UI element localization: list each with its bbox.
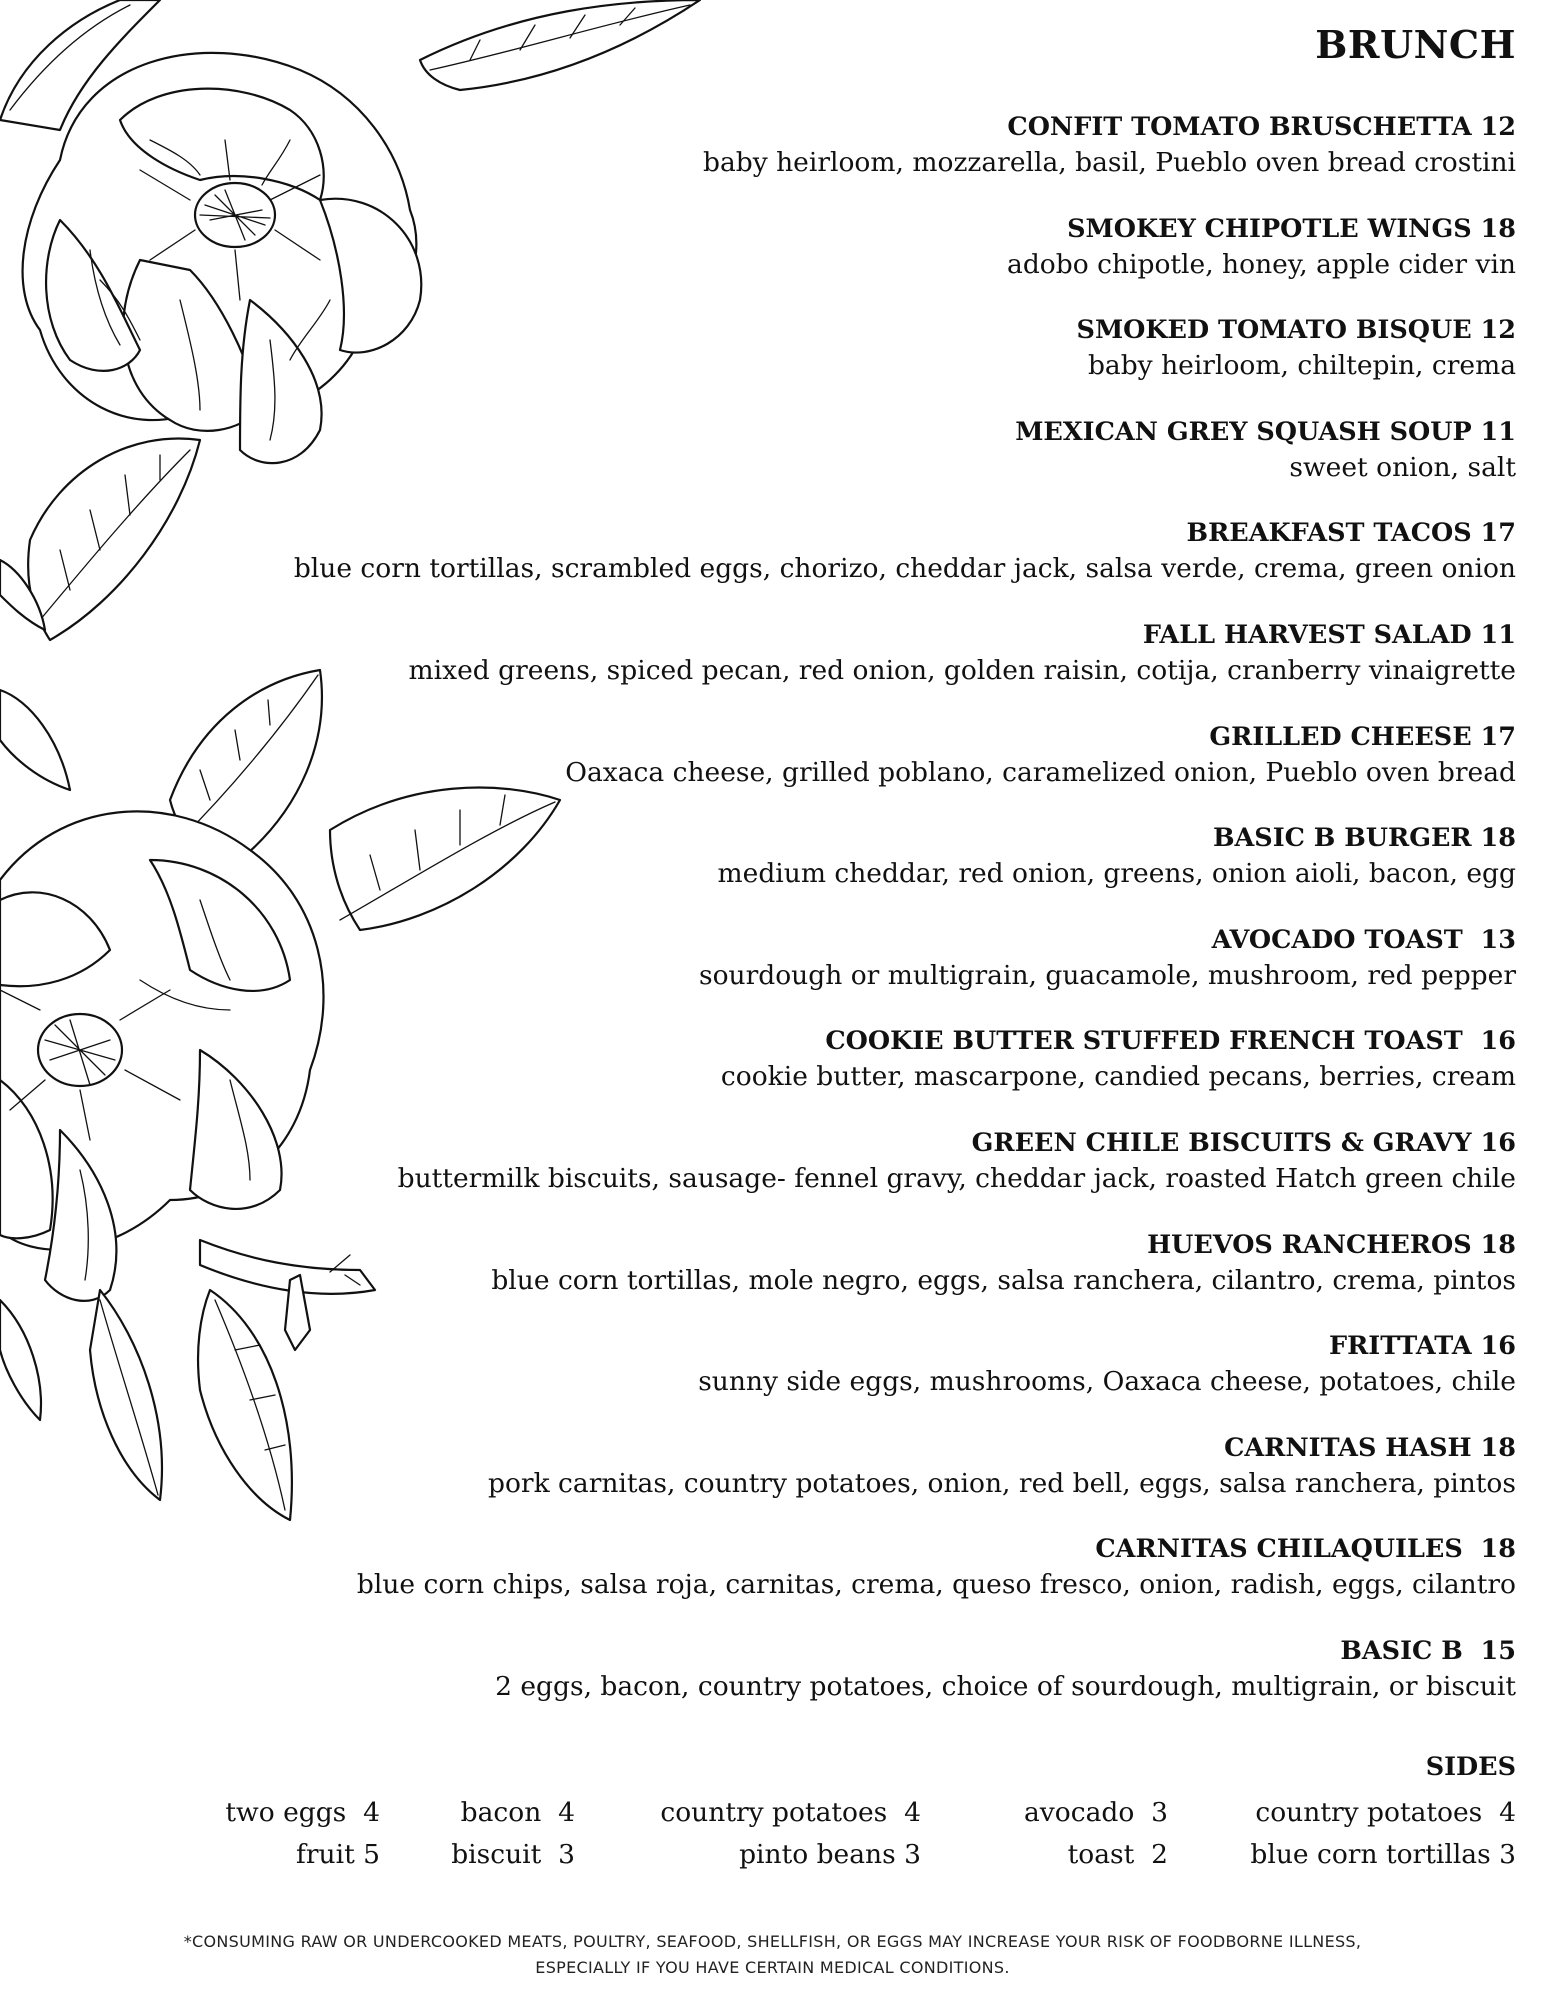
menu-item (216, 618, 1516, 720)
item-description: pork carnitas, country potatoes, onion, red bell, eggs, salsa ranchera, pintos (487, 1467, 1516, 1499)
side-item: fruit 5 (296, 1839, 380, 1870)
menu-item (216, 1634, 1516, 1736)
disclaimer-line-1: *CONSUMING RAW OR UNDERCOOKED MEATS, POULTRY, SEAFOOD, SHELLFISH, OR EGGS MAY INCREASE YOUR RISK OF FOODBORNE ILLNESS, (183, 1932, 1362, 1951)
menu-item (216, 1024, 1516, 1126)
side-item: two eggs 4 (225, 1797, 380, 1828)
item-name: GREEN CHILE BISCUITS & GRAVY 16 (971, 1127, 1516, 1158)
item-name: BREAKFAST TACOS 17 (1186, 518, 1516, 549)
item-description: baby heirloom, mozzarella, basil, Pueblo oven bread crostini (702, 147, 1516, 178)
item-name: AVOCADO TOAST 13 (1211, 924, 1516, 955)
item-description: sweet onion, salt (1289, 451, 1516, 483)
item-name: SMOKEY CHIPOTLE WINGS 18 (1067, 213, 1516, 244)
item-name: FRITTATA 16 (1329, 1331, 1516, 1362)
menu-item (216, 516, 1516, 618)
menu-item (216, 1329, 1516, 1431)
side-item: biscuit 3 (451, 1839, 575, 1870)
item-description: baby heirloom, chiltepin, crema (1087, 350, 1516, 382)
item-name: GRILLED CHEESE 17 (1209, 721, 1516, 752)
item-description: blue corn tortillas, mole negro, eggs, salsa ranchera, cilantro, crema, pintos (491, 1264, 1516, 1296)
item-name: CONFIT TOMATO BRUSCHETTA 12 (1007, 112, 1516, 142)
item-description: adobo chipotle, honey, apple cider vin (1007, 248, 1516, 280)
item-name: CARNITAS CHILAQUILES 18 (1095, 1534, 1516, 1565)
menu-list (216, 110, 1516, 1736)
item-name: BASIC B BURGER 18 (1212, 823, 1516, 854)
item-description: 2 eggs, bacon, country potatoes, choice of sourdough, multigrain, or biscuit (495, 1670, 1516, 1702)
item-description: sourdough or multigrain, guacamole, mushroom, red pepper (698, 959, 1516, 991)
menu-item (216, 415, 1516, 517)
sides-grid (0, 1793, 1545, 1883)
sides-title: SIDES (1425, 1752, 1516, 1782)
menu-item (216, 1431, 1516, 1533)
item-description: medium cheddar, red onion, greens, onion aioli, bacon, egg (717, 858, 1516, 890)
menu-item (216, 1532, 1516, 1634)
menu-item (216, 821, 1516, 923)
item-description: blue corn chips, salsa roja, carnitas, crema, queso fresco, onion, radish, eggs, cilantro (356, 1569, 1516, 1601)
top-leaf (420, 0, 700, 90)
item-name: FALL HARVEST SALAD 11 (1142, 619, 1516, 650)
item-description: sunny side eggs, mushrooms, Oaxaca cheese, potatoes, chile (698, 1366, 1516, 1398)
item-description: cookie butter, mascarpone, candied pecans, berries, cream (720, 1061, 1516, 1093)
item-description: buttermilk biscuits, sausage- fennel gravy, cheddar jack, roasted Hatch green chile (397, 1162, 1516, 1194)
side-item: country potatoes 4 (660, 1797, 921, 1828)
side-item: blue corn tortillas 3 (1250, 1839, 1516, 1870)
menu-item (216, 212, 1516, 314)
item-name: CARNITAS HASH 18 (1224, 1432, 1516, 1463)
item-description: Oaxaca cheese, grilled poblano, caramelized onion, Pueblo oven bread (565, 756, 1516, 788)
menu-item (216, 1228, 1516, 1330)
item-name: HUEVOS RANCHEROS 18 (1147, 1229, 1516, 1260)
menu-item (216, 110, 1516, 212)
side-item: country potatoes 4 (1255, 1797, 1516, 1828)
side-item: avocado 3 (1024, 1797, 1168, 1828)
menu-title: BRUNCH (1315, 22, 1516, 67)
menu-item (216, 313, 1516, 415)
item-name: BASIC B 15 (1340, 1635, 1516, 1666)
menu-item (216, 1126, 1516, 1228)
side-item: pinto beans 3 (739, 1839, 921, 1870)
item-name: COOKIE BUTTER STUFFED FRENCH TOAST 16 (825, 1026, 1516, 1057)
item-name: SMOKED TOMATO BISQUE 12 (1076, 315, 1516, 346)
menu-item (216, 720, 1516, 822)
disclaimer-line-2: ESPECIALLY IF YOU HAVE CERTAIN MEDICAL CONDITIONS. (535, 1958, 1010, 1977)
menu-item (216, 923, 1516, 1025)
item-name: MEXICAN GREY SQUASH SOUP 11 (1015, 416, 1516, 447)
foodborne-illness-disclaimer (0, 1929, 1545, 1981)
side-item: toast 2 (1067, 1839, 1168, 1870)
item-description: blue corn tortillas, scrambled eggs, chorizo, cheddar jack, salsa verde, crema, green onion (293, 553, 1516, 585)
lower-left-leaf (28, 438, 200, 640)
side-item: bacon 4 (460, 1797, 575, 1828)
item-description: mixed greens, spiced pecan, red onion, golden raisin, cotija, cranberry vinaigrette (408, 654, 1516, 686)
